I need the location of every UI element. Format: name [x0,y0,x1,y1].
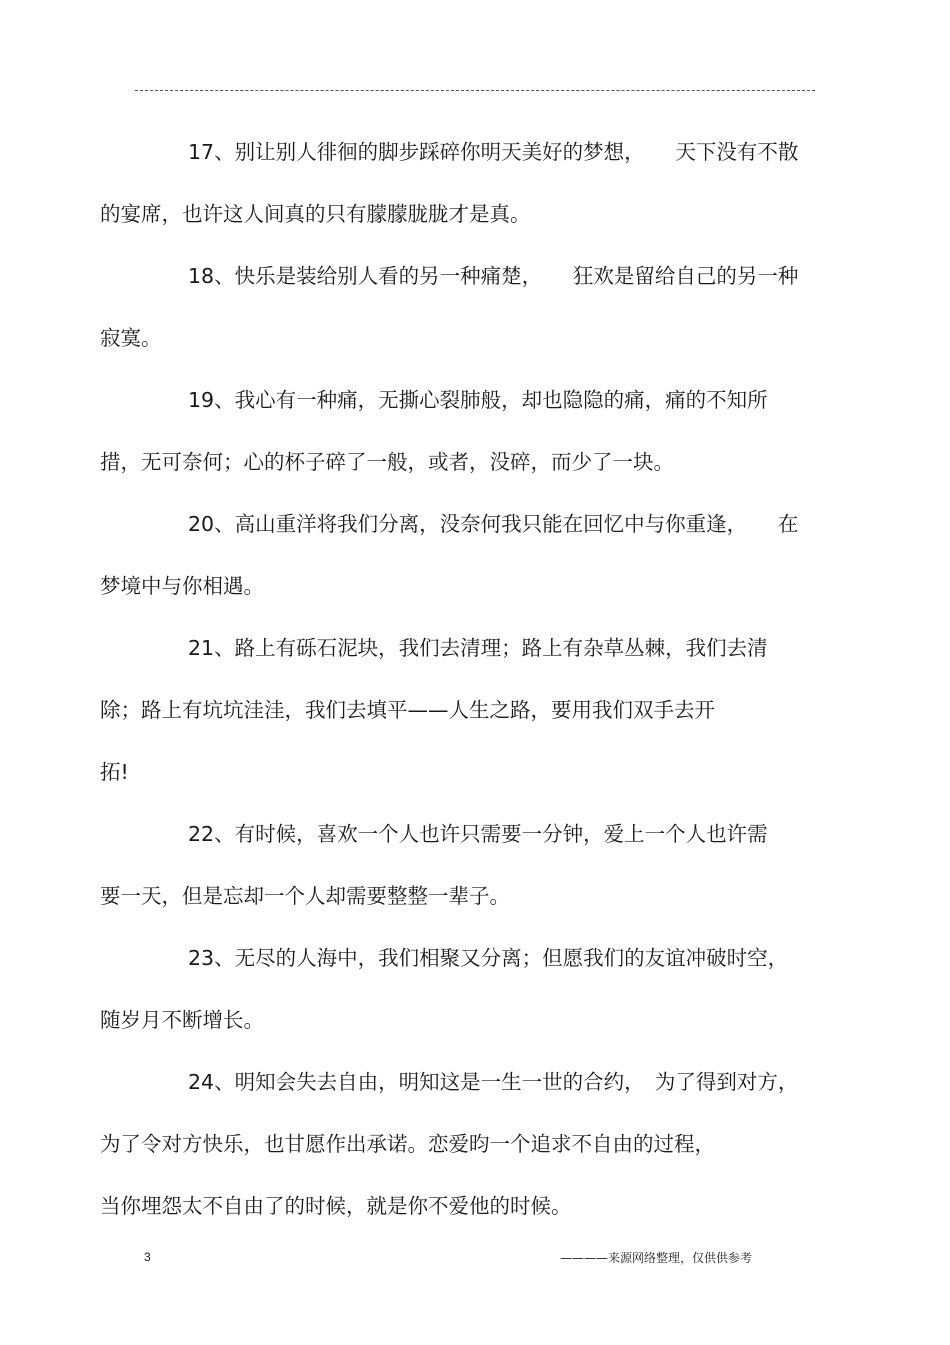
paragraph-line: 20、高山重洋将我们分离，没奈何我只能在回忆中与你重逢， 在 [188,512,799,536]
paragraph-line: 24、明知会失去自由，明知这是一生一世的合约， 为了得到对方， [188,1070,799,1094]
paragraph-line: 23、无尽的人海中，我们相聚又分离；但愿我们的友谊冲破时空， [188,946,789,970]
paragraph-line: 的宴席，也许这人间真的只有朦朦胧胧才是真。 [100,202,531,226]
paragraph-line: 措，无可奈何；心的杯子碎了一般，或者，没碎，而少了一块。 [100,450,674,474]
paragraph-line: 21、路上有砾石泥块，我们去清理；路上有杂草丛棘，我们去清 [188,636,768,660]
paragraph [100,245,809,369]
document-body [100,121,809,1237]
page-number: 3 [144,1250,151,1264]
paragraph-line: 要一天，但是忘却一个人却需要整整一辈子。 [100,884,510,908]
paragraph [100,803,809,927]
paragraph-line: 17、别让别人徘徊的脚步踩碎你明天美好的梦想， 天下没有不散 [188,140,799,164]
paragraph-line: 拓! [100,760,129,784]
paragraph [100,121,809,245]
paragraph-line: 19、我心有一种痛，无撕心裂肺般，却也隐隐的痛，痛的不知所 [188,388,768,412]
paragraph-line: 当你埋怨太不自由了的时候，就是你不爱他的时候。 [100,1194,572,1218]
paragraph [100,493,809,617]
paragraph-line: 22、有时候，喜欢一个人也许只需要一分钟，爱上一个人也许需 [188,822,768,846]
paragraph-line: 梦境中与你相遇。 [100,574,264,598]
header-divider [135,90,815,91]
paragraph-line: 寂寞。 [100,326,162,350]
paragraph-line: 随岁月不断增长。 [100,1008,264,1032]
paragraph [100,1051,809,1237]
paragraph [100,369,809,493]
paragraph-line: 为了令对方快乐，也甘愿作出承诺。恋爱昀一个追求不自由的过程， [100,1132,715,1156]
paragraph [100,927,809,1051]
paragraph [100,617,809,803]
paragraph-line: 18、快乐是装给别人看的另一种痛楚， 狂欢是留给自己的另一种 [188,264,799,288]
paragraph-line: 除；路上有坑坑洼洼，我们去填平——人生之路，要用我们双手去开 [100,698,715,722]
source-note: ————来源网络整理，仅供供参考 [559,1251,752,1265]
